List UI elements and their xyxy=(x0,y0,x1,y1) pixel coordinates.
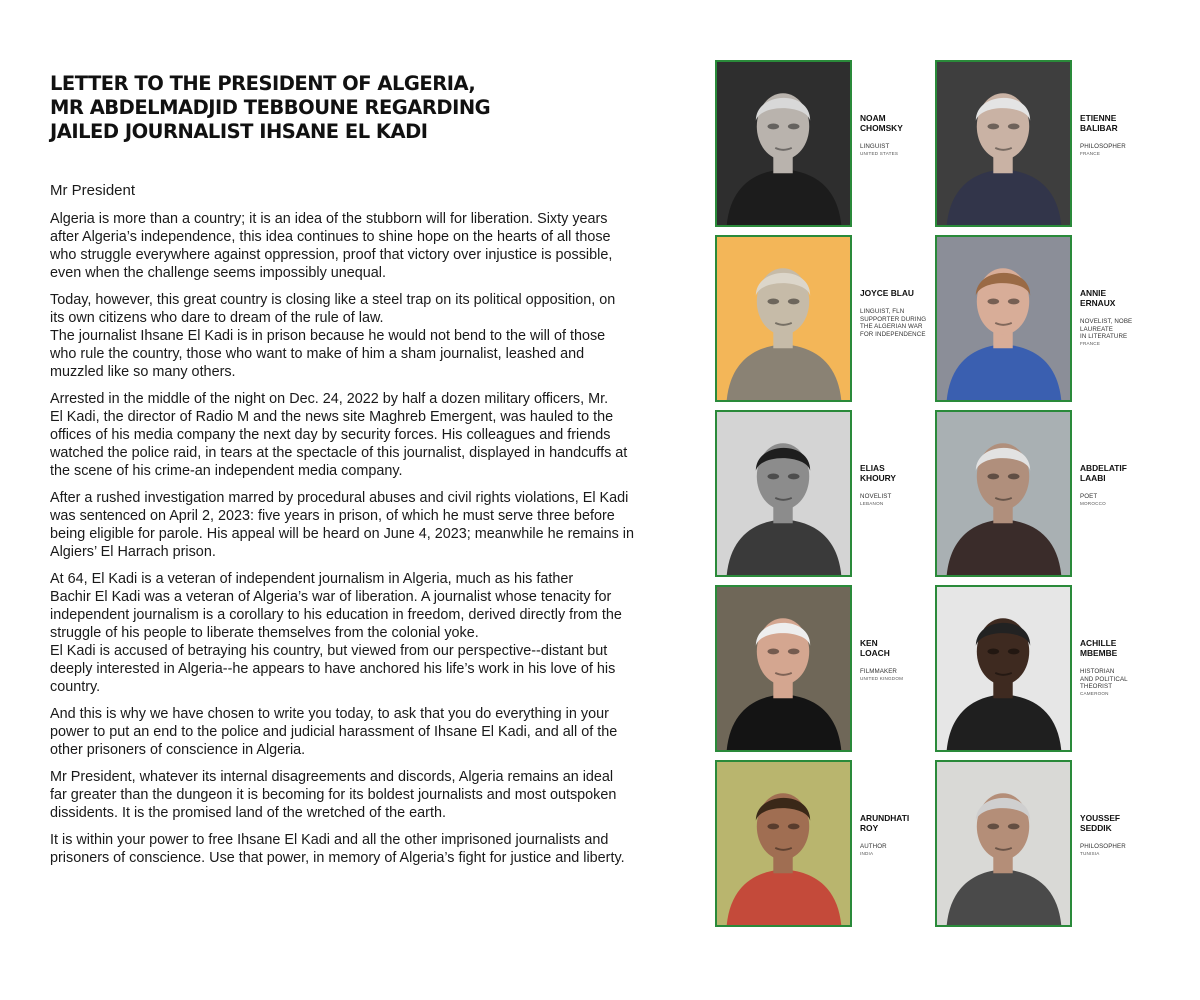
paragraph-line: independent journalism is a corollary to his education in freedom, derived directly from the xyxy=(50,607,622,623)
signatory-name xyxy=(1080,113,1150,133)
signatory-photo xyxy=(935,410,1072,577)
name-line: NOAM xyxy=(860,113,886,123)
paragraph-line: offices of his media company the next day by security forces. His colleagues and friends xyxy=(50,427,611,443)
signatory-caption xyxy=(1080,463,1150,507)
role-line: LINGUIST xyxy=(860,143,890,150)
letter xyxy=(50,72,690,867)
signatory-role xyxy=(860,843,930,851)
signatory-photo xyxy=(715,585,852,752)
name-line: ETIENNE xyxy=(1080,113,1117,123)
signatory-role xyxy=(1080,143,1150,151)
name-line: MBEMBE xyxy=(1080,648,1118,658)
name-line: ARUNDHATI xyxy=(860,813,910,823)
salutation: Mr President xyxy=(50,182,136,199)
role-line: AND POLITICAL xyxy=(1080,675,1128,683)
signatory-photo xyxy=(935,760,1072,927)
role-line: NOVELIST xyxy=(860,493,892,500)
letter-paragraph xyxy=(50,831,690,867)
title-line: LETTER TO THE PRESIDENT OF ALGERIA, xyxy=(50,72,476,95)
paragraph-line: El Kadi is accused of betraying his country, but viewed from our perspective--distant but xyxy=(50,643,608,659)
role-line: PHILOSOPHER xyxy=(1080,843,1126,850)
signatory-role xyxy=(860,308,930,338)
signatory-role xyxy=(1080,318,1150,341)
signatory-caption xyxy=(1080,113,1150,157)
signatory-name xyxy=(860,463,930,483)
name-line: ANNIE xyxy=(1080,288,1107,298)
name-line: KEN xyxy=(860,638,878,648)
signatory-country: MOROCCO xyxy=(1080,500,1106,506)
paragraph-line: the scene of his crime-an independent media company. xyxy=(50,463,403,479)
name-line: ACHILLE xyxy=(1080,638,1117,648)
role-line: AUTHOR xyxy=(860,843,887,850)
paragraph-line: Bachir El Kadi was a veteran of Algeria’s war of liberation. A journalist whose tenacity for xyxy=(50,589,612,605)
name-line: ROY xyxy=(860,823,879,833)
role-line: POET xyxy=(1080,493,1098,500)
signatory-role xyxy=(860,143,930,151)
signatory-caption xyxy=(1080,638,1150,697)
signatory-name xyxy=(860,638,930,658)
signatory-caption xyxy=(860,113,930,157)
signatory-role xyxy=(1080,668,1150,691)
signatory-country: UNITED STATES xyxy=(860,150,899,156)
signatory-name xyxy=(860,288,930,298)
role-line: THE ALGERIAN WAR xyxy=(860,323,923,330)
signatory-name xyxy=(1080,813,1150,833)
signatory-caption xyxy=(1080,813,1150,857)
paragraph-line: struggle of his people to liberate themselves from the colonial yoke. xyxy=(50,625,479,641)
signatory-name xyxy=(860,113,930,133)
signatory-role xyxy=(860,668,930,676)
signatory-photo xyxy=(715,410,852,577)
paragraph-line: It is within your power to free Ihsane El Kadi and all the other imprisoned journalists and xyxy=(50,832,609,848)
role-line: LAUREATE xyxy=(1080,325,1114,333)
paragraph-line: After a rushed investigation marred by procedural abuses and civil rights violations, El Kadi xyxy=(50,490,629,506)
name-line: YOUSSEF xyxy=(1080,813,1121,823)
name-line: BALIBAR xyxy=(1080,123,1118,133)
signatory-photo xyxy=(715,235,852,402)
signatory-role xyxy=(1080,493,1150,501)
name-line: SEDDIK xyxy=(1080,823,1112,833)
role-line: PHILOSOPHER xyxy=(1080,143,1126,150)
letter-paragraph xyxy=(50,570,690,696)
signatory-caption xyxy=(860,638,930,682)
name-line: ELIAS xyxy=(860,463,885,473)
signatory-country: TUNISIA xyxy=(1080,850,1100,856)
paragraph-line: Today, however, this great country is closing like a steel trap on its political opposition, on xyxy=(50,292,616,308)
letter-paragraph xyxy=(50,768,690,822)
role-line: NOVELIST, NOBE xyxy=(1080,318,1133,325)
role-line: FILMMAKER xyxy=(860,668,897,675)
paragraph-line: was sentenced on April 2, 2023: five years in prison, of which he must serve three before xyxy=(50,508,615,524)
paragraph-line: even when the challenge seems impossibly unequal. xyxy=(50,265,386,281)
signatory-name xyxy=(1080,638,1150,658)
signatory-caption xyxy=(1080,288,1150,347)
signatory-role xyxy=(860,493,930,501)
role-line: IN LITERATURE xyxy=(1080,333,1128,340)
role-line: SUPPORTER DURING xyxy=(860,315,927,323)
paragraph-line: prisoners of conscience. Use that power, in memory of Algeria’s fight for justice and liberty. xyxy=(50,850,625,866)
paragraph-line: country. xyxy=(50,679,101,695)
signatory-name xyxy=(1080,288,1150,308)
letter-paragraph xyxy=(50,705,690,759)
signatory-caption xyxy=(860,813,930,857)
paragraph-line: Algeria is more than a country; it is an idea of the stubborn will for liberation. Sixty years xyxy=(50,211,608,227)
signatory-role xyxy=(1080,843,1150,851)
letter-paragraph xyxy=(50,291,690,381)
paragraph-line: far greater than the dungeon it is becoming for its boldest journalists and most outspoken xyxy=(50,787,617,803)
paragraph-line: And this is why we have chosen to write you today, to ask that you do everything in your xyxy=(50,706,609,722)
name-line: ABDELATIF xyxy=(1080,463,1127,473)
letter-paragraph xyxy=(50,489,690,561)
signatory-photo xyxy=(935,235,1072,402)
letter-body xyxy=(50,210,690,867)
paragraph-line: muzzled like so many others. xyxy=(50,364,236,380)
paragraph-line: who rule the country, those who want to make of him a sham journalist, leashed and xyxy=(50,346,585,362)
signatory-country: CAMEROON xyxy=(1080,690,1109,696)
name-line: LOACH xyxy=(860,648,890,658)
role-line: FOR INDEPENDENCE xyxy=(860,330,926,338)
role-line: HISTORIAN xyxy=(1080,668,1115,675)
paragraph-line: after Algeria’s independence, this idea continues to shine hope on the hearts of all those xyxy=(50,229,611,245)
name-line: ERNAUX xyxy=(1080,298,1116,308)
role-line: THEORIST xyxy=(1080,683,1113,690)
letter-title xyxy=(50,72,690,144)
signatory-country: UNITED KINGDOM xyxy=(860,675,904,681)
role-line: LINGUIST, FLN xyxy=(860,308,905,315)
signatory-country: FRANCE xyxy=(1080,340,1101,346)
paragraph-line: Mr President, whatever its internal disagreements and discords, Algeria remains an ideal xyxy=(50,769,614,785)
name-line: JOYCE BLAU xyxy=(860,288,914,298)
paragraph-line: other prisoners of conscience in Algeria. xyxy=(50,742,306,758)
name-line: LAABI xyxy=(1080,473,1106,483)
letter-paragraph xyxy=(50,390,690,480)
paragraph-line: watched the police raid, in tears at the spectacle of this journalist, displayed in handcuffs at xyxy=(50,445,628,461)
paragraph-line: At 64, El Kadi is a veteran of independent journalism in Algeria, much as his father xyxy=(50,571,574,587)
paragraph-line: who struggle everywhere against oppression, proof that victory over injustice is possible, xyxy=(50,247,613,263)
signatory-photo xyxy=(935,60,1072,227)
title-line: JAILED JOURNALIST IHSANE EL KADI xyxy=(50,120,428,143)
signatory-country: FRANCE xyxy=(1080,150,1101,156)
paragraph-line: deeply interested in Algeria--he appears to have anchored his life’s work in his love of his xyxy=(50,661,616,677)
name-line: KHOURY xyxy=(860,473,896,483)
signatory-photo xyxy=(715,60,852,227)
paragraph-line: being eligible for parole. His appeal will be heard on June 4, 2023; meanwhile he remains in xyxy=(50,526,634,542)
paragraph-line: Algiers’ El Harrach prison. xyxy=(50,544,216,560)
paragraph-line: dissidents. It is the promised land of the wretched of the earth. xyxy=(50,805,446,821)
signatory-country: INDIA xyxy=(860,850,874,856)
signatory-name xyxy=(860,813,930,833)
signatory-photo xyxy=(935,585,1072,752)
title-line: MR ABDELMADJID TEBBOUNE REGARDING xyxy=(50,96,491,119)
paragraph-line: power to put an end to the police and judicial harassment of Ihsane El Kadi, and all of the xyxy=(50,724,618,740)
signatory-caption xyxy=(860,463,930,507)
letter-paragraph xyxy=(50,210,690,282)
paragraph-line: El Kadi, the director of Radio M and the news site Maghreb Emergent, was hauled to the xyxy=(50,409,614,425)
signatory-photo xyxy=(715,760,852,927)
name-line: CHOMSKY xyxy=(860,123,903,133)
paragraph-line: Arrested in the middle of the night on Dec. 24, 2022 by half a dozen military officers, Mr. xyxy=(50,391,609,407)
signatory-name xyxy=(1080,463,1150,483)
signatory-country: LEBANON xyxy=(860,500,884,506)
signatory-caption xyxy=(860,288,930,338)
paragraph-line: The journalist Ihsane El Kadi is in prison because he would not bend to the will of those xyxy=(50,328,606,344)
paragraph-line: its own citizens who dare to dream of the rule of law. xyxy=(50,310,384,326)
